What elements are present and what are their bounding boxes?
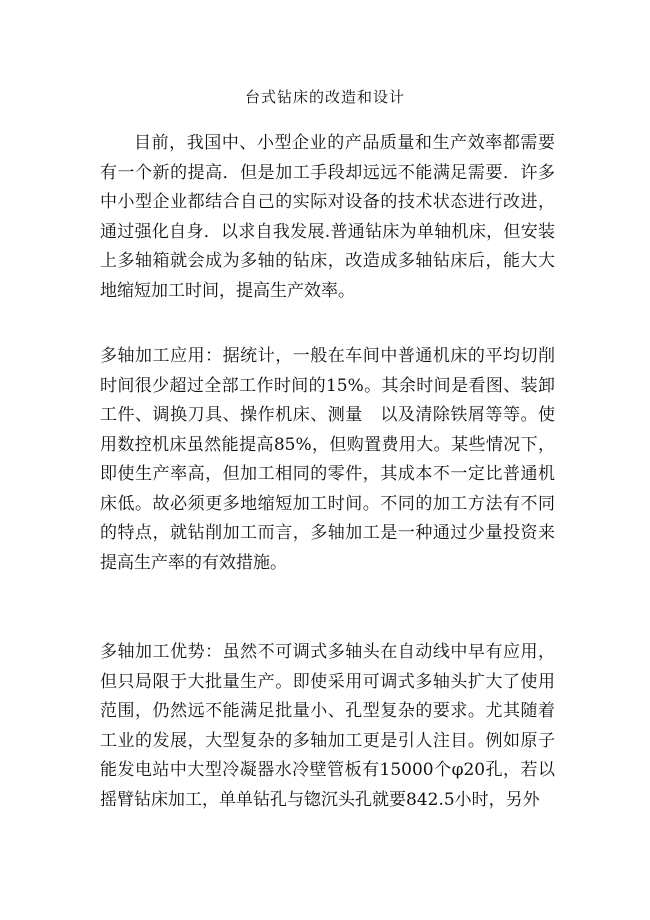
paragraph-multi-axis-advantage: 多轴加工优势：虽然不可调式多轴头在自动线中早有应用，但只局限于大批量生产。即使采用可调式多轴头扩大了使用范围，仍然远不能满足批量小、孔型复杂的要求。尤其随着工业的发展，大型复杂的多轴加工更是引人注目。例如原子能发电站中大型冷凝器水冷壁管板有15000个φ20孔，若以摇臂钻床加工，单单钻孔与锪沉头孔就要842.5小时，另外 [100,642,555,810]
document-title: 台式钻床的改造和设计 [244,88,405,106]
paragraph-intro: 目前，我国中、小型企业的产品质量和生产效率都需要有一个新的提高．但是加工手段却远远不能满足需要．许多中小型企业都结合自己的实际对设备的技术状态进行改进，通过强化自身．以求自我发展.普通钻床为单轴机床，但安装上多轴箱就会成为多轴的钻床，改造成多轴钻床后，能大大地缩短加工时间，提高生产效率。 [100,133,555,301]
paragraph-multi-axis-application: 多轴加工应用：据统计，一般在车间中普通机床的平均切削时间很少超过全部工作时间的15%。其余时间是看图、装卸工件、调换刀具、操作机床、测量 以及清除铁屑等等。使用数控机床虽然能提高85%，但购置费用大。某些情况下，即使生产率高，但加工相同的零件，其成本不一定比普通机床低。故必须更多地缩短加工时间。不同的加工方法有不同的特点，就钻削加工而言，多轴加工是一种通过少量投资来提高生产率的有效措施。 [100,346,555,573]
